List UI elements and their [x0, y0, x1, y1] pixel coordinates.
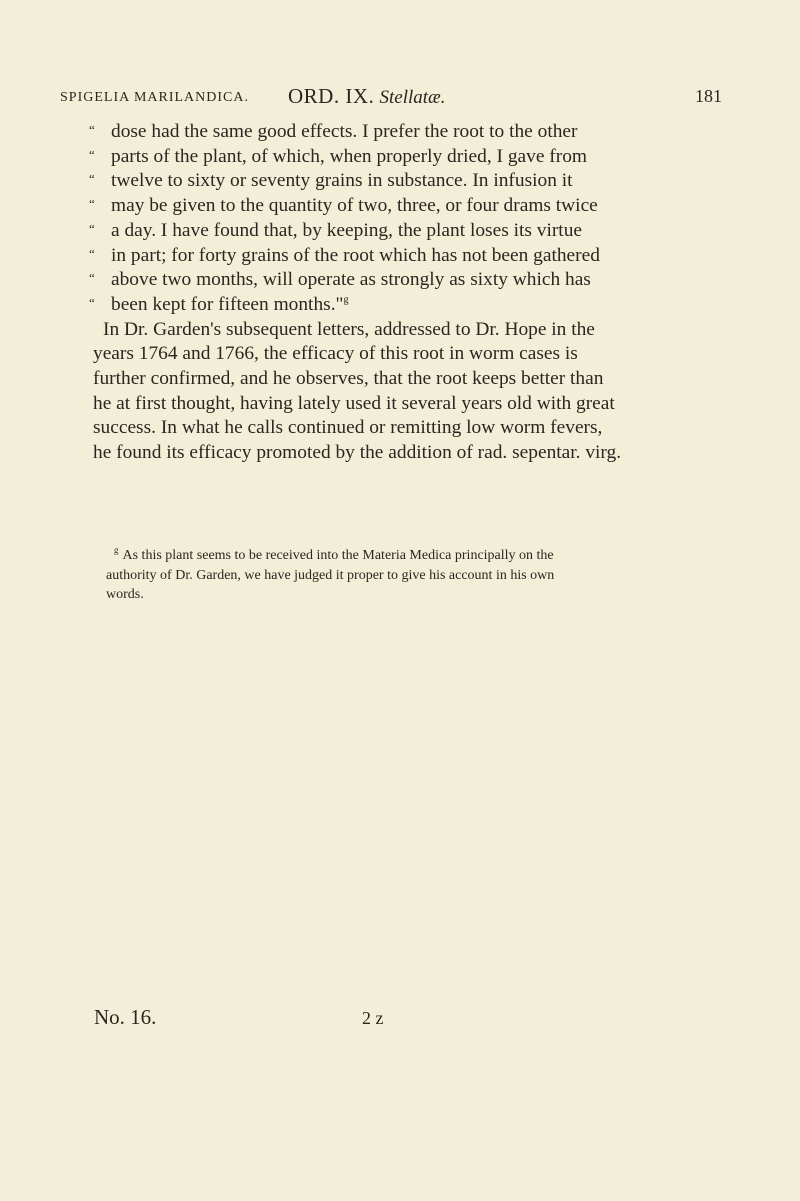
quote-mark: “ [89, 171, 95, 187]
quote-line: “ parts of the plant, of which, when properly dried, I gave from [103, 145, 725, 170]
quote-mark: “ [89, 122, 95, 137]
body-text [89, 120, 725, 466]
paragraph-line: In Dr. Garden's subsequent letters, addressed to Dr. Hope in the [103, 318, 595, 340]
paragraph-line: success. In what he calls continued or remitting low worm fevers, [93, 417, 603, 439]
paragraph-line: further confirmed, and he observes, that the root keeps better than [93, 368, 604, 390]
signature-mark: 2 z [362, 1008, 384, 1028]
footnote [106, 546, 726, 605]
running-title: SPIGELIA MARILANDICA. [60, 90, 249, 105]
quote-line: “ in part; for forty grains of the root which has not been gathered [103, 244, 725, 269]
quote-mark: “ [89, 270, 95, 286]
order-heading [288, 84, 445, 109]
footnote-line: authority of Dr. Garden, we have judged it proper to give his account in his own [106, 567, 555, 583]
footnote-line: $^g$ As this plant seems to be received into the Materia Medica principally on the [114, 545, 554, 563]
footnote-mark: g [114, 545, 119, 556]
quote-line: “ twelve to sixty or seventy grains in substance. In infusion it [103, 169, 725, 194]
quote-mark: “ [89, 196, 95, 212]
order-label: ORD. IX. [288, 84, 375, 108]
footnote-line: words. [106, 587, 144, 602]
quote-mark: “ [89, 245, 95, 261]
quote-line: “ been kept for fifteen months."$^g$ [103, 293, 725, 318]
family-label: Stellatæ. [379, 87, 446, 108]
issue-number: No. 16. [94, 1005, 157, 1029]
running-header [60, 84, 720, 108]
paragraph-line: he at first thought, having lately used it several years old with great [93, 392, 615, 414]
quote-mark: “ [89, 294, 95, 310]
paragraph-line: years 1764 and 1766, the efficacy of this root in worm cases is [93, 343, 578, 365]
page-number: 181 [695, 86, 722, 106]
footnote-ref: g [343, 294, 349, 306]
quote-line: “ may be given to the quantity of two, three, or four drams twice [103, 194, 725, 219]
quote-line: “ above two months, will operate as strongly as sixty which has [103, 268, 725, 293]
quote-mark: “ [89, 146, 95, 162]
quote-mark: “ [89, 220, 95, 236]
paragraph-line: he found its efficacy promoted by the addition of rad. sepentar. virg. [93, 442, 622, 464]
quote-line: “ dose had the same good effects. I prefer the root to the other [103, 120, 725, 145]
quote-line: “ a day. I have found that, by keeping, the plant loses its virtue [103, 219, 725, 244]
